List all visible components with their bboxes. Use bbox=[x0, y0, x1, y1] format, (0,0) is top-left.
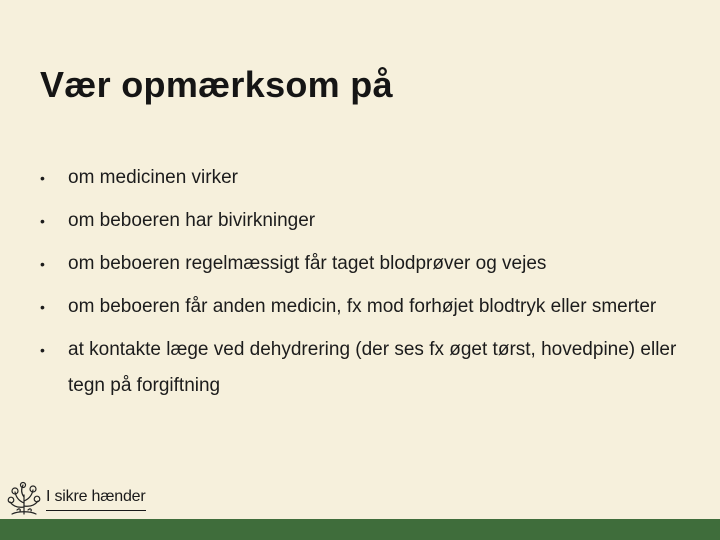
logo-underline bbox=[46, 510, 146, 511]
bullet-text: om beboeren får anden medicin, fx mod forhøjet blodtryk eller smerter bbox=[68, 296, 657, 317]
bullet-list bbox=[40, 160, 690, 411]
bullet-icon: • bbox=[40, 170, 45, 186]
logo bbox=[6, 481, 156, 517]
bullet-item bbox=[40, 160, 690, 196]
bullet-item bbox=[40, 332, 690, 404]
slide-title: Vær opmærksom på bbox=[40, 64, 393, 105]
bullet-icon: • bbox=[40, 299, 45, 315]
bullet-icon: • bbox=[40, 256, 45, 272]
bullet-item bbox=[40, 246, 690, 282]
bullet-text: at kontakte læge ved dehydrering (der ses fx øget tørst, hovedpine) eller tegn på forgiftning bbox=[68, 339, 677, 396]
logo-text: I sikre hænder bbox=[46, 488, 146, 505]
bullet-item bbox=[40, 289, 690, 325]
bullet-icon: • bbox=[40, 213, 45, 229]
bullet-text: om beboeren regelmæssigt får taget blodprøver og vejes bbox=[68, 253, 547, 274]
bullet-item bbox=[40, 203, 690, 239]
bullet-icon: • bbox=[40, 342, 45, 358]
footer-band bbox=[0, 519, 720, 540]
bullet-text: om medicinen virker bbox=[68, 167, 238, 188]
tree-emblem-icon bbox=[6, 481, 42, 517]
bullet-text: om beboeren har bivirkninger bbox=[68, 210, 316, 231]
